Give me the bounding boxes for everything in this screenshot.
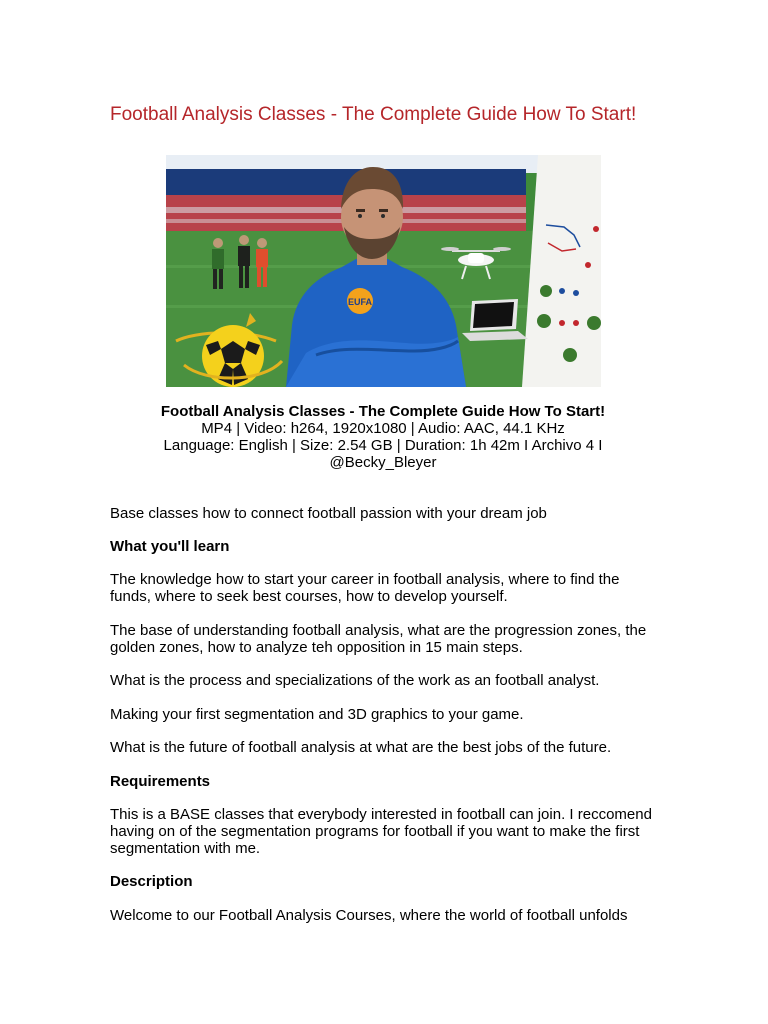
description-heading: Description bbox=[110, 873, 193, 890]
learn-item: The knowledge how to start your career in football analysis, where to find the funds, where to seek best courses, how to develop yourself. bbox=[110, 571, 620, 605]
learn-item: Making your first segmentation and 3D graphics to your game. bbox=[110, 706, 524, 723]
learn-item: The base of understanding football analysis, what are the progression zones, the golden zones, how to analyze teh opposition in 15 main steps. bbox=[110, 622, 647, 656]
learn-heading: What you'll learn bbox=[110, 538, 230, 555]
meta-video-info: MP4 | Video: h264, 1920x1080 | Audio: AAC, 44.1 KHz bbox=[201, 420, 565, 437]
requirements-paragraph: This is a BASE classes that everybody interested in football can join. I reccomend having on of the segmentation programs for football if you want to make the first segmentation with me. bbox=[110, 806, 652, 857]
meta-title: Football Analysis Classes - The Complete Guide How To Start! bbox=[160, 403, 606, 420]
learn-item: What is the process and specializations of the work as an football analyst. bbox=[110, 672, 600, 689]
meta-uploader: @Becky_Bleyer bbox=[329, 454, 437, 471]
requirements-heading: Requirements bbox=[110, 773, 211, 790]
course-cover-image bbox=[166, 155, 601, 387]
course-meta bbox=[110, 403, 656, 471]
meta-language-info: Language: English | Size: 2.54 GB | Duration: 1h 42m I Archivo 4 I bbox=[163, 437, 603, 454]
learn-item: What is the future of football analysis at what are the best jobs of the future. bbox=[110, 739, 612, 756]
document-title: Football Analysis Classes - The Complete Guide How To Start! bbox=[110, 104, 637, 125]
description-paragraph: Welcome to our Football Analysis Courses, where the world of football unfolds bbox=[110, 907, 628, 924]
badge-logo-text: EUFA bbox=[347, 297, 373, 307]
intro-paragraph: Base classes how to connect football passion with your dream job bbox=[110, 505, 547, 522]
